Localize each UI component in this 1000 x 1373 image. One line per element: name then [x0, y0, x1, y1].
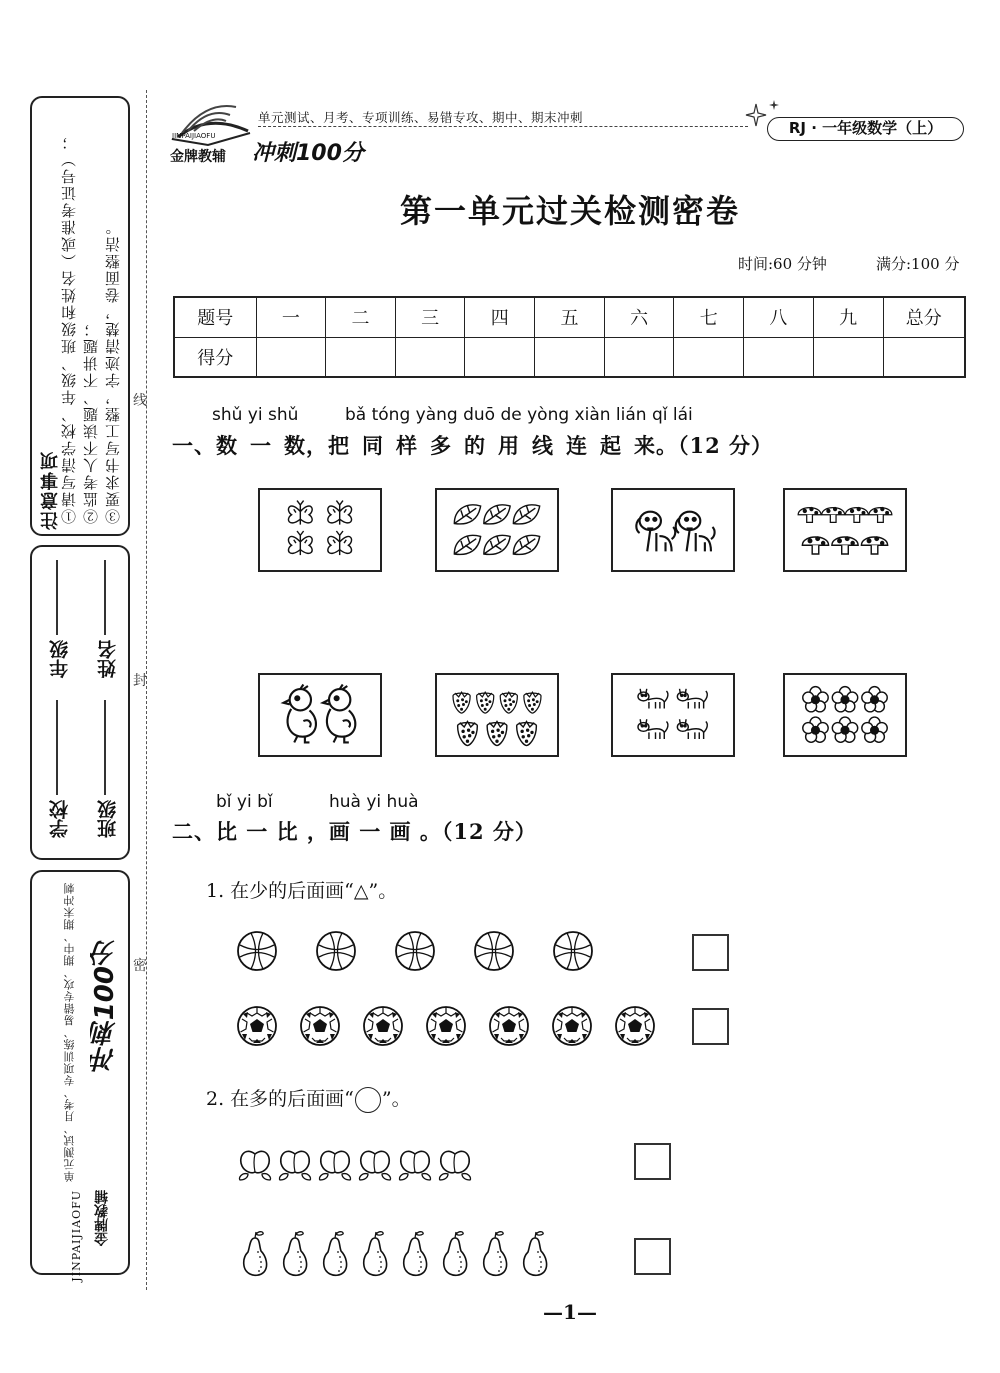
leaf-icon: [513, 535, 539, 554]
header-brand: 冲刺100分: [252, 141, 364, 166]
section1-title: [172, 430, 785, 460]
class-label: 班级: [97, 800, 119, 838]
column-header: 五: [535, 297, 605, 337]
pear-icon: [236, 1230, 274, 1278]
picture-card[interactable]: [258, 488, 382, 572]
header-publisher-pinyin: JINPAIJIAOFU: [172, 132, 216, 140]
flower-icon: [832, 717, 857, 742]
score-cell[interactable]: [535, 337, 605, 377]
soccer-ball-icon: [425, 1005, 467, 1047]
picture-card[interactable]: [258, 673, 382, 757]
header-tagline: 单元测试、月考、专项训练、易错专攻、期中、期末冲刺: [258, 110, 584, 125]
mushroom-icon: [845, 508, 868, 523]
score-table: [173, 296, 966, 378]
picture-card[interactable]: [783, 488, 907, 572]
grade-badge: RJ · 一年级数学（上）: [767, 117, 964, 141]
cat-icon: [677, 719, 707, 739]
notice-line-2: ②监考人不读题、不讲题；: [82, 320, 100, 524]
leaf-icon: [513, 505, 539, 524]
strawberry-icon: [453, 692, 470, 713]
mushroom-icon: [832, 537, 858, 554]
answer-box[interactable]: [692, 934, 729, 971]
column-header-total: 总分: [883, 297, 965, 337]
strip-mark-seal: 封: [133, 673, 147, 689]
grade-label: 年级: [49, 640, 71, 678]
soccer-ball-icon: [362, 1005, 404, 1047]
flower-icon: [803, 717, 828, 742]
strawberry-icon: [487, 721, 507, 745]
score-cell[interactable]: [465, 337, 535, 377]
title-word: 数，把: [284, 433, 350, 458]
name-label: 姓名: [97, 640, 119, 678]
school-label: 学校: [49, 800, 71, 838]
school-field[interactable]: [56, 700, 58, 795]
basketball-icon: [394, 930, 436, 972]
title-word: 的: [464, 433, 486, 458]
score-cell[interactable]: [744, 337, 814, 377]
title-word: 线: [532, 433, 554, 458]
strip-mark-line: 线: [133, 393, 147, 409]
column-header: 四: [465, 297, 535, 337]
chick-icon: [284, 685, 316, 743]
notice-line-3: ③要求书写工整，字迹清楚，卷面整洁。: [104, 218, 122, 524]
column-header: 八: [744, 297, 814, 337]
section2-title: 二、比 一 比 ，画 一 画 。（12 分）: [172, 819, 537, 844]
column-header: 三: [395, 297, 465, 337]
cat-icon: [638, 719, 668, 739]
title-word: 起: [600, 433, 622, 458]
picture-card[interactable]: [611, 673, 735, 757]
title-word: 连: [566, 433, 588, 458]
row-label-question: 题号: [174, 297, 256, 337]
pear-icon: [476, 1230, 514, 1278]
soccer-ball-icon: [488, 1005, 530, 1047]
section1-pinyin-b: bǎ tóng yàng duō de yòng xiàn lián qǐ lái: [345, 405, 693, 425]
answer-box[interactable]: [692, 1008, 729, 1045]
pear-icon: [316, 1230, 354, 1278]
column-header: 二: [326, 297, 396, 337]
soccer-ball-icon: [551, 1005, 593, 1047]
flower-icon: [832, 687, 857, 712]
flower-icon: [862, 717, 887, 742]
score-cell[interactable]: [256, 337, 326, 377]
peach-icon: [316, 1142, 354, 1182]
butterfly-icon: [328, 501, 352, 525]
picture-card[interactable]: [435, 488, 559, 572]
peach-icon: [276, 1142, 314, 1182]
answer-box[interactable]: [634, 1238, 671, 1275]
mushroom-icon: [861, 537, 887, 554]
brand-publisher: 金牌教辅: [94, 1190, 110, 1246]
score-cell[interactable]: [674, 337, 744, 377]
basketball-icon: [473, 930, 515, 972]
question-2-prefix: 2. 在多的后面画“: [206, 1088, 354, 1110]
row-label-score: 得分: [174, 337, 256, 377]
soccer-ball-icon: [614, 1005, 656, 1047]
question-2-suffix: ”。: [381, 1088, 411, 1110]
question-1: 1. 在少的后面画“△”。: [206, 880, 398, 902]
class-field[interactable]: [104, 700, 106, 795]
score-row: [174, 337, 965, 377]
mushroom-icon: [802, 537, 828, 554]
strawberry-icon: [500, 692, 517, 713]
strawberry-icon: [458, 721, 478, 745]
strawberry-icon: [477, 692, 494, 713]
butterfly-icon: [288, 531, 312, 555]
leaf-icon: [484, 535, 510, 554]
peach-icon: [436, 1142, 474, 1182]
peach-icon: [356, 1142, 394, 1182]
picture-card[interactable]: [611, 488, 735, 572]
pear-icon: [356, 1230, 394, 1278]
page-title: 第一单元过关检测密卷: [399, 192, 740, 230]
peach-icon: [236, 1142, 274, 1182]
strip-mark-secret: 密: [133, 958, 147, 974]
pear-icon: [396, 1230, 434, 1278]
brand-tagline: 单元测试、月考、专项训练、易错专攻、期中、期末冲刺: [63, 882, 76, 1182]
question-2: [206, 1084, 411, 1113]
notice-title: 注意事项: [40, 450, 61, 530]
header-dashed-rule: [258, 126, 748, 127]
butterfly-icon: [328, 531, 352, 555]
section1-pinyin-a: shǔ yi shǔ: [212, 405, 299, 425]
column-header: 九: [813, 297, 883, 337]
title-word: 一: [250, 433, 272, 458]
notice-line-1: ①请写清学校、年级、班级和姓名（或准考证号）；: [60, 133, 78, 524]
question-number-row: [174, 297, 965, 337]
binding-dashed-line: [146, 90, 147, 1290]
leaf-icon: [484, 505, 510, 524]
mushroom-icon: [869, 508, 892, 523]
picture-card[interactable]: [435, 673, 559, 757]
soccer-ball-icon: [236, 1005, 278, 1047]
soccer-ball-icon: [299, 1005, 341, 1047]
leaf-icon: [454, 535, 480, 554]
title-word: 同: [362, 433, 384, 458]
leaf-icon: [454, 505, 480, 524]
header-publisher: 金牌教辅: [170, 149, 226, 165]
score-cell[interactable]: [604, 337, 674, 377]
dog-icon: [676, 512, 715, 552]
mushroom-icon: [822, 508, 845, 523]
mushroom-icon: [798, 508, 821, 523]
dog-icon: [636, 512, 675, 552]
cat-icon: [638, 689, 668, 709]
full-score: 满分:100 分: [876, 255, 960, 273]
picture-card[interactable]: [783, 673, 907, 757]
title-word: 用: [498, 433, 520, 458]
column-header: 七: [674, 297, 744, 337]
section2-pinyin-b: huà yi huà: [329, 792, 419, 812]
pear-icon: [516, 1230, 554, 1278]
brand-name: 冲刺100分: [90, 940, 120, 1073]
peach-icon: [396, 1142, 434, 1182]
title-word: 一、数: [172, 433, 238, 458]
score-cell[interactable]: [813, 337, 883, 377]
page-number: —1—: [543, 1300, 597, 1324]
section2-pinyin-a: bǐ yi bǐ: [216, 792, 273, 812]
strawberry-icon: [517, 721, 537, 745]
answer-box[interactable]: [634, 1143, 671, 1180]
basketball-icon: [236, 930, 278, 972]
flower-icon: [803, 687, 828, 712]
basketball-icon: [315, 930, 357, 972]
brand-pinyin: JINPAIJIAOFU: [70, 1190, 83, 1282]
flower-icon: [862, 687, 887, 712]
cat-icon: [677, 689, 707, 709]
pear-icon: [276, 1230, 314, 1278]
title-word: 样: [396, 433, 418, 458]
grade-field[interactable]: [56, 560, 58, 635]
basketball-icon: [552, 930, 594, 972]
name-field[interactable]: [104, 560, 106, 635]
title-word: 来。（12 分）: [634, 433, 774, 458]
time-limit: 时间:60 分钟: [738, 255, 827, 273]
circle-symbol-icon: [355, 1087, 381, 1113]
score-cell[interactable]: [326, 337, 396, 377]
butterfly-icon: [288, 501, 312, 525]
chick-icon: [323, 685, 355, 743]
score-cell[interactable]: [395, 337, 465, 377]
strawberry-icon: [524, 692, 541, 713]
score-cell-total[interactable]: [883, 337, 965, 377]
column-header: 一: [256, 297, 326, 337]
column-header: 六: [604, 297, 674, 337]
title-word: 多: [430, 433, 452, 458]
pear-icon: [436, 1230, 474, 1278]
